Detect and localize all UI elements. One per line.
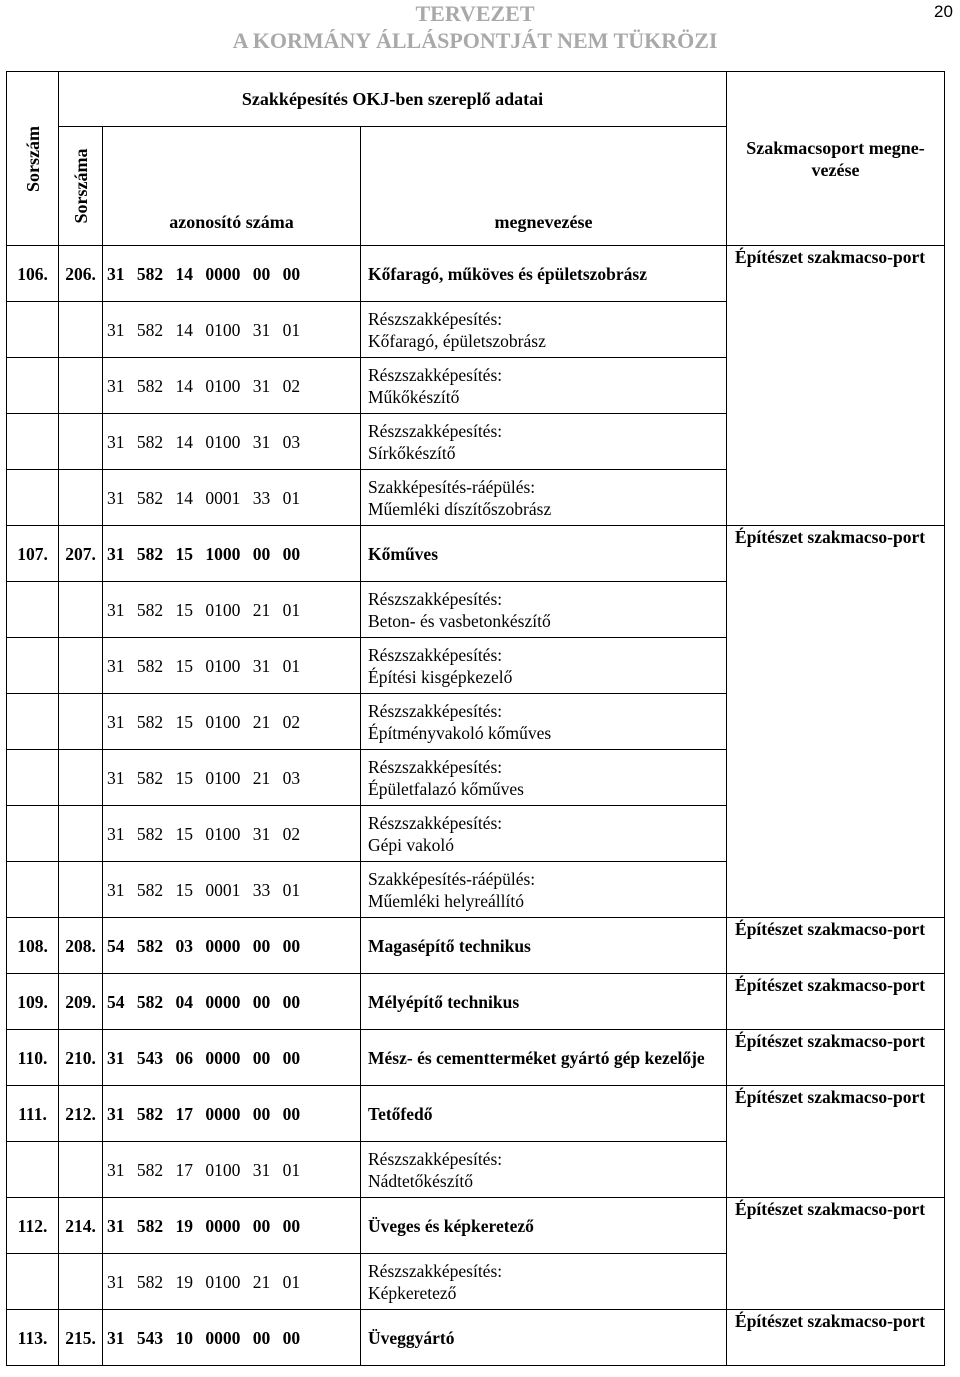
- sub-qualification-name: [361, 806, 727, 862]
- sub-qualification-code: 31 582 15 0100 31 02: [103, 806, 361, 862]
- qualification-name: Mész- és cementterméket gyártó gép kezelője: [361, 1030, 727, 1086]
- sub-qualification-code: 31 582 14 0100 31 01: [103, 302, 361, 358]
- row-old-number-empty: [59, 414, 103, 470]
- sector-name: Építészet szakmacso-port: [727, 1198, 945, 1310]
- sub-qualification-name: [361, 638, 727, 694]
- sub-qualification-code: 31 582 15 0100 21 03: [103, 750, 361, 806]
- qualification-code: 31 582 15 1000 00 00: [103, 526, 361, 582]
- row-old-number: 212.: [59, 1086, 103, 1142]
- sub-qualification-name: [361, 694, 727, 750]
- row-number-empty: [7, 1254, 59, 1310]
- page-number: 20: [934, 2, 953, 21]
- row-old-number: 210.: [59, 1030, 103, 1086]
- sub-qualification-code: 31 582 19 0100 21 01: [103, 1254, 361, 1310]
- sub-qualification-title: Műemléki helyreállító: [368, 890, 524, 911]
- qualification-row: [7, 1310, 945, 1366]
- header-azonosito: azonosító száma: [103, 127, 361, 246]
- sub-qualification-title: Épületfalazó kőműves: [368, 778, 524, 799]
- row-number-empty: [7, 1142, 59, 1198]
- row-number: 106.: [7, 246, 59, 302]
- qualification-code: 54 582 03 0000 00 00: [103, 918, 361, 974]
- draft-watermark: [0, 0, 950, 54]
- sub-qualification-title: Gépi vakoló: [368, 834, 455, 855]
- sector-name: Építészet szakmacso-port: [727, 526, 945, 918]
- sub-qualification-title: Építményvakoló kőműves: [368, 722, 552, 743]
- qualification-code: 31 543 10 0000 00 00: [103, 1310, 361, 1366]
- sub-qualification-title: Nádtetőkészítő: [368, 1170, 473, 1191]
- sub-qualification-title: Beton- és vasbetonkészítő: [368, 610, 551, 631]
- row-number: 111.: [7, 1086, 59, 1142]
- row-number: 108.: [7, 918, 59, 974]
- qualification-code: 31 582 19 0000 00 00: [103, 1198, 361, 1254]
- row-number-empty: [7, 638, 59, 694]
- sub-qualification-name: [361, 414, 727, 470]
- qualification-name: Üveges és képkeretező: [361, 1198, 727, 1254]
- sub-qualification-label: Részszakképesítés:: [368, 756, 503, 777]
- row-number-empty: [7, 862, 59, 918]
- sub-qualification-label: Részszakképesítés:: [368, 588, 503, 609]
- qualification-row: [7, 918, 945, 974]
- table-header-row-1: [7, 72, 945, 127]
- row-number: 112.: [7, 1198, 59, 1254]
- sub-qualification-name: [361, 750, 727, 806]
- qualification-name: Tetőfedő: [361, 1086, 727, 1142]
- sub-qualification-label: Részszakképesítés:: [368, 1260, 503, 1281]
- sub-qualification-title: Sírkőkészítő: [368, 442, 456, 463]
- sub-qualification-title: Képkeretező: [368, 1282, 457, 1303]
- sector-name: Építészet szakmacso-port: [727, 918, 945, 974]
- row-old-number: 209.: [59, 974, 103, 1030]
- sub-qualification-name: [361, 470, 727, 526]
- sub-qualification-code: 31 582 15 0100 31 01: [103, 638, 361, 694]
- sub-qualification-label: Részszakképesítés:: [368, 644, 503, 665]
- row-number-empty: [7, 470, 59, 526]
- sub-qualification-name: [361, 1254, 727, 1310]
- header-sorszam: Sorszám: [7, 72, 59, 246]
- sector-name: Építészet szakmacso-port: [727, 1086, 945, 1198]
- sub-qualification-label: Részszakképesítés:: [368, 1148, 503, 1169]
- sub-qualification-code: 31 582 14 0100 31 03: [103, 414, 361, 470]
- header-megnevezese: megnevezése: [361, 127, 727, 246]
- watermark-line-1: TERVEZET: [415, 1, 535, 26]
- row-old-number: 215.: [59, 1310, 103, 1366]
- row-old-number-empty: [59, 582, 103, 638]
- sub-qualification-label: Részszakképesítés:: [368, 700, 503, 721]
- sector-name: Építészet szakmacso-port: [727, 1030, 945, 1086]
- sub-qualification-label: Részszakképesítés:: [368, 364, 503, 385]
- qualification-row: [7, 1030, 945, 1086]
- qualification-name: Mélyépítő technikus: [361, 974, 727, 1030]
- row-number-empty: [7, 694, 59, 750]
- row-old-number-empty: [59, 862, 103, 918]
- row-number: 110.: [7, 1030, 59, 1086]
- row-number-empty: [7, 750, 59, 806]
- row-old-number-empty: [59, 358, 103, 414]
- sub-qualification-code: 31 582 15 0100 21 02: [103, 694, 361, 750]
- qualification-name: Kőműves: [361, 526, 727, 582]
- row-old-number-empty: [59, 694, 103, 750]
- row-old-number-empty: [59, 1254, 103, 1310]
- row-number-empty: [7, 582, 59, 638]
- watermark-line-2: A KORMÁNY ÁLLÁSPONTJÁT NEM TÜKRÖZI: [232, 28, 718, 53]
- sub-qualification-code: 31 582 14 0100 31 02: [103, 358, 361, 414]
- sub-qualification-title: Műemléki díszítőszobrász: [368, 498, 552, 519]
- sub-qualification-code: 31 582 15 0100 21 01: [103, 582, 361, 638]
- qualification-row: [7, 246, 945, 302]
- row-number-empty: [7, 414, 59, 470]
- row-old-number-empty: [59, 302, 103, 358]
- row-old-number-empty: [59, 638, 103, 694]
- row-number-empty: [7, 806, 59, 862]
- row-old-number: 208.: [59, 918, 103, 974]
- sub-qualification-title: Kőfaragó, épületszobrász: [368, 330, 546, 351]
- qualification-code: 31 582 17 0000 00 00: [103, 1086, 361, 1142]
- sector-name: Építészet szakmacso-port: [727, 246, 945, 526]
- sub-qualification-label: Szakképesítés-ráépülés:: [368, 476, 536, 497]
- row-old-number: 206.: [59, 246, 103, 302]
- qualification-name: Magasépítő technikus: [361, 918, 727, 974]
- row-old-number-empty: [59, 1142, 103, 1198]
- sub-qualification-name: [361, 1142, 727, 1198]
- row-old-number-empty: [59, 470, 103, 526]
- sub-qualification-label: Részszakképesítés:: [368, 308, 503, 329]
- qualification-code: 31 582 14 0000 00 00: [103, 246, 361, 302]
- row-number: 113.: [7, 1310, 59, 1366]
- qualification-name: Kőfaragó, műköves és épületszobrász: [361, 246, 727, 302]
- sub-qualification-title: Műkőkészítő: [368, 386, 460, 407]
- sub-qualification-code: 31 582 15 0001 33 01: [103, 862, 361, 918]
- row-number: 107.: [7, 526, 59, 582]
- row-number-empty: [7, 302, 59, 358]
- row-old-number-empty: [59, 806, 103, 862]
- qualification-row: [7, 526, 945, 582]
- sub-qualification-name: [361, 582, 727, 638]
- qualification-row: [7, 974, 945, 1030]
- sub-qualification-label: Részszakképesítés:: [368, 812, 503, 833]
- sub-qualification-name: [361, 358, 727, 414]
- sub-qualification-label: Szakképesítés-ráépülés:: [368, 868, 536, 889]
- row-old-number: 214.: [59, 1198, 103, 1254]
- sector-name: Építészet szakmacso-port: [727, 1310, 945, 1366]
- row-old-number: 207.: [59, 526, 103, 582]
- sub-qualification-name: [361, 862, 727, 918]
- row-number: 109.: [7, 974, 59, 1030]
- qualification-code: 31 543 06 0000 00 00: [103, 1030, 361, 1086]
- header-group-title: Szakképesítés OKJ-ben szereplő adatai: [59, 72, 727, 127]
- sub-qualification-label: Részszakképesítés:: [368, 420, 503, 441]
- header-szakmacsoport: Szakmacsoport megne-vezése: [727, 72, 945, 246]
- sub-qualification-code: 31 582 14 0001 33 01: [103, 470, 361, 526]
- sub-qualification-name: [361, 302, 727, 358]
- qualification-row: [7, 1086, 945, 1142]
- qualification-row: [7, 1198, 945, 1254]
- row-old-number-empty: [59, 750, 103, 806]
- sector-name: Építészet szakmacso-port: [727, 974, 945, 1030]
- sub-qualification-code: 31 582 17 0100 31 01: [103, 1142, 361, 1198]
- row-number-empty: [7, 358, 59, 414]
- sub-qualification-title: Építési kisgépkezelő: [368, 666, 513, 687]
- qualification-name: Üveggyártó: [361, 1310, 727, 1366]
- header-sorszama: Sorszáma: [59, 127, 103, 246]
- qualification-code: 54 582 04 0000 00 00: [103, 974, 361, 1030]
- qualification-table: [6, 71, 945, 1366]
